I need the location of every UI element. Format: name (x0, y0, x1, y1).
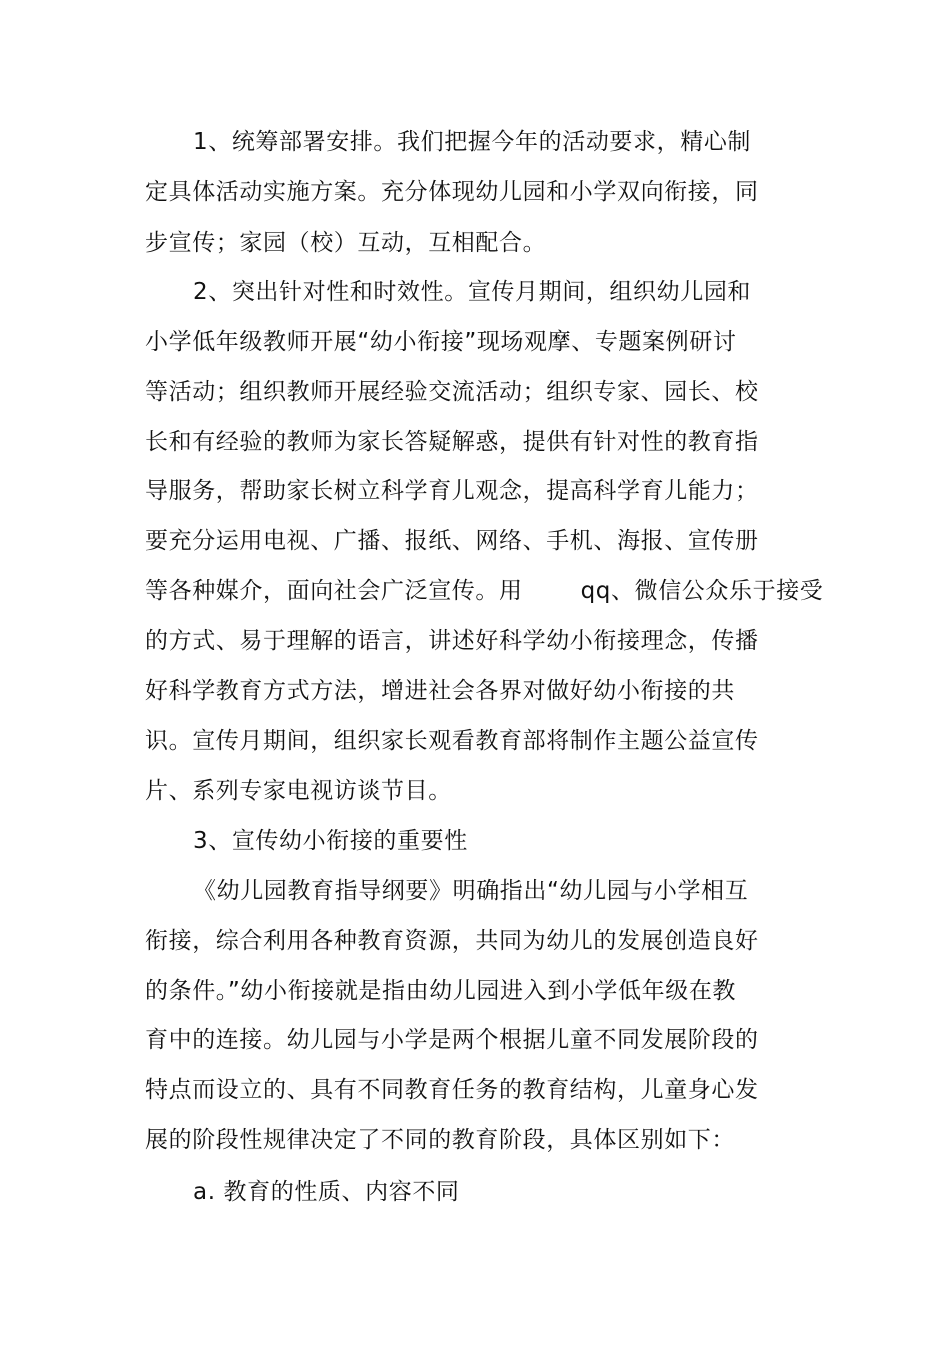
paragraph-2-line-3: 等活动；组织教师开展经验交流活动；组织专家、园长、校 (145, 379, 759, 405)
paragraph-2-line-4: 长和有经验的教师为家长答疑解惑，提供有针对性的教育指 (145, 429, 759, 455)
paragraph-2-line-1: 2、突出针对性和时效性。宣传月期间，组织幼儿园和 (193, 279, 752, 305)
paragraph-4-line-1: 《幼儿园教育指导纲要》明确指出“幼儿园与小学相互 (193, 878, 749, 904)
paragraph-4-line-4: 育中的连接。幼儿园与小学是两个根据儿童不同发展阶段的 (145, 1027, 759, 1053)
paragraph-2-line-11: 片、系列专家电视访谈节目。 (145, 778, 452, 804)
paragraph-4-line-6: 展的阶段性规律决定了不同的教育阶段，具体区别如下： (145, 1127, 735, 1153)
paragraph-4-line-5: 特点而设立的、具有不同教育任务的教育结构，儿童身心发 (145, 1077, 759, 1103)
paragraph-5-line-1: a. 教育的性质、内容不同 (193, 1179, 460, 1205)
paragraph-3-line-1: 3、宣传幼小衔接的重要性 (193, 828, 468, 854)
paragraph-1-line-3: 步宣传；家园（校）互动，互相配合。 (145, 230, 547, 256)
paragraph-2-line-7 (145, 576, 823, 606)
paragraph-2-line-6: 要充分运用电视、广播、报纸、网络、手机、海报、宣传册 (145, 528, 759, 554)
paragraph-2-line-8: 的方式、易于理解的语言，讲述好科学幼小衔接理念，传播 (145, 628, 759, 654)
paragraph-2-line-5: 导服务，帮助家长树立科学育儿观念，提高科学育儿能力； (145, 478, 759, 504)
paragraph-2-line-10: 识。宣传月期间，组织家长观看教育部将制作主题公益宣传 (145, 728, 759, 754)
paragraph-2-line-7-part-1: 等各种媒介，面向社会广泛宣传。用 (145, 578, 523, 604)
paragraph-1-line-2: 定具体活动实施方案。充分体现幼儿园和小学双向衔接，同 (145, 179, 759, 205)
paragraph-4-line-3: 的条件。”幼小衔接就是指由幼儿园进入到小学低年级在教 (145, 978, 737, 1004)
paragraph-2-line-2: 小学低年级教师开展“幼小衔接”现场观摩、专题案例研讨 (145, 329, 737, 355)
paragraph-2-line-7-part-2: qq、微信公众乐于接受 (580, 578, 824, 604)
paragraph-1-line-1: 1、统筹部署安排。我们把握今年的活动要求，精心制 (193, 129, 752, 155)
paragraph-2-line-9: 好科学教育方式方法，增进社会各界对做好幼小衔接的共 (145, 678, 735, 704)
paragraph-4-line-2: 衔接，综合利用各种教育资源，共同为幼儿的发展创造良好 (145, 928, 759, 954)
